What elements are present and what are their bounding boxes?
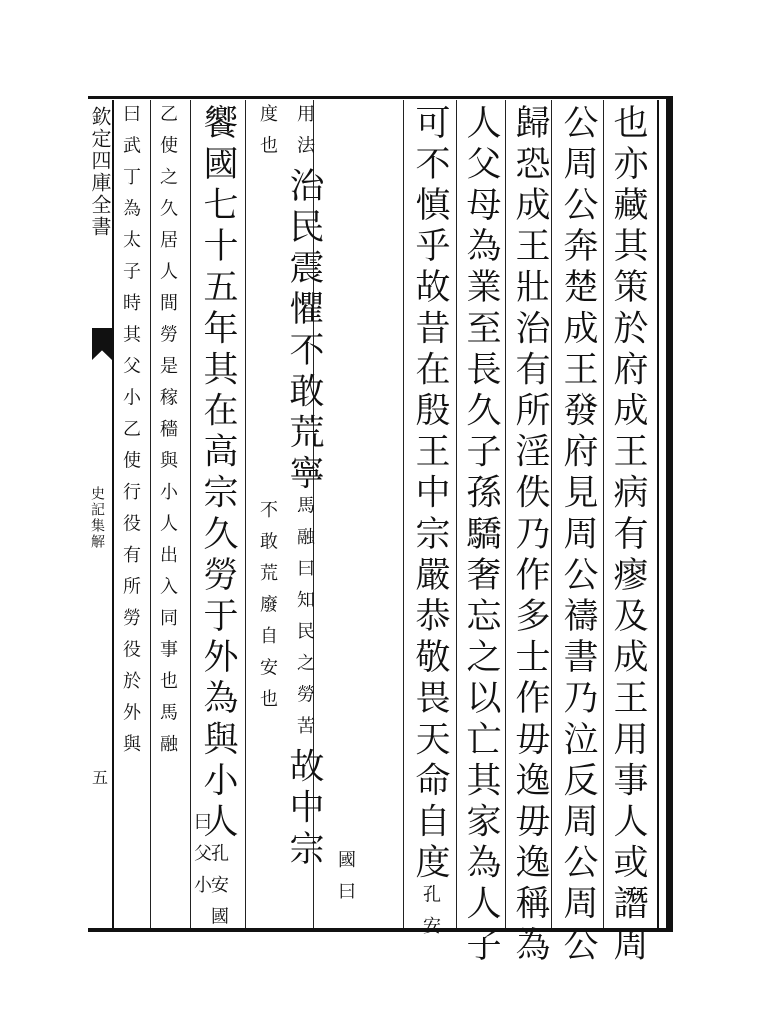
column-divider bbox=[456, 100, 457, 928]
top-border bbox=[88, 96, 673, 99]
margin-border bbox=[112, 100, 114, 928]
column-divider bbox=[551, 100, 552, 928]
text-column-5 bbox=[410, 104, 450, 948]
text-column-1: 也亦藏其策於府成王病有瘳及成王用事人或譖周 bbox=[608, 104, 648, 968]
column-divider bbox=[603, 100, 604, 928]
right-inner-border bbox=[657, 100, 659, 928]
text-column-4: 人父母為業至長久子孫驕奢忘之以亡其家為人子 bbox=[461, 104, 501, 968]
main-text: 治民震懼不敢荒寧 bbox=[284, 167, 324, 496]
column-divider bbox=[190, 100, 191, 928]
commentary-text: 孔安 bbox=[420, 884, 441, 948]
main-text: 饗國七十五年其在高宗久勞于外為與小人 bbox=[198, 104, 238, 844]
page-number: 五 bbox=[92, 768, 109, 787]
margin-title: 欽定四庫全書 bbox=[88, 106, 112, 238]
text-column-2: 公周公奔楚成王發府見周公禱書乃泣反周公周公 bbox=[558, 104, 598, 968]
column-divider bbox=[505, 100, 506, 928]
commentary-column: 不敢荒廢自安也 bbox=[257, 500, 278, 721]
main-text: 可不慎乎故昔在殷王中宗嚴恭敬畏天命自度 bbox=[410, 104, 450, 885]
commentary-text: 用法 bbox=[294, 104, 315, 167]
commentary-column: 曰武丁為太子時其父小乙使行役有所勞役於外與 bbox=[120, 104, 141, 766]
commentary-text: 馬融曰知民之勞苦 bbox=[294, 495, 315, 748]
commentary-column: 度也 bbox=[257, 104, 278, 167]
right-border bbox=[666, 96, 673, 932]
column-divider bbox=[245, 100, 246, 928]
commentary-column: 國曰 bbox=[335, 850, 356, 913]
text-column-3: 歸恐成王壯治有所淫佚乃作多士作毋逸毋逸稱為 bbox=[510, 104, 550, 968]
text-column-6 bbox=[284, 104, 324, 872]
column-divider bbox=[403, 100, 404, 928]
main-text: 故中宗 bbox=[284, 747, 324, 872]
commentary-text: 孔安國 bbox=[208, 843, 229, 939]
column-divider bbox=[150, 100, 151, 928]
margin-book-title: 史記集解 bbox=[89, 486, 105, 550]
commentary-column: 曰父小 bbox=[191, 812, 212, 907]
commentary-column: 乙使之久居人間勞是稼穡與小人出入同事也馬融 bbox=[157, 104, 178, 766]
